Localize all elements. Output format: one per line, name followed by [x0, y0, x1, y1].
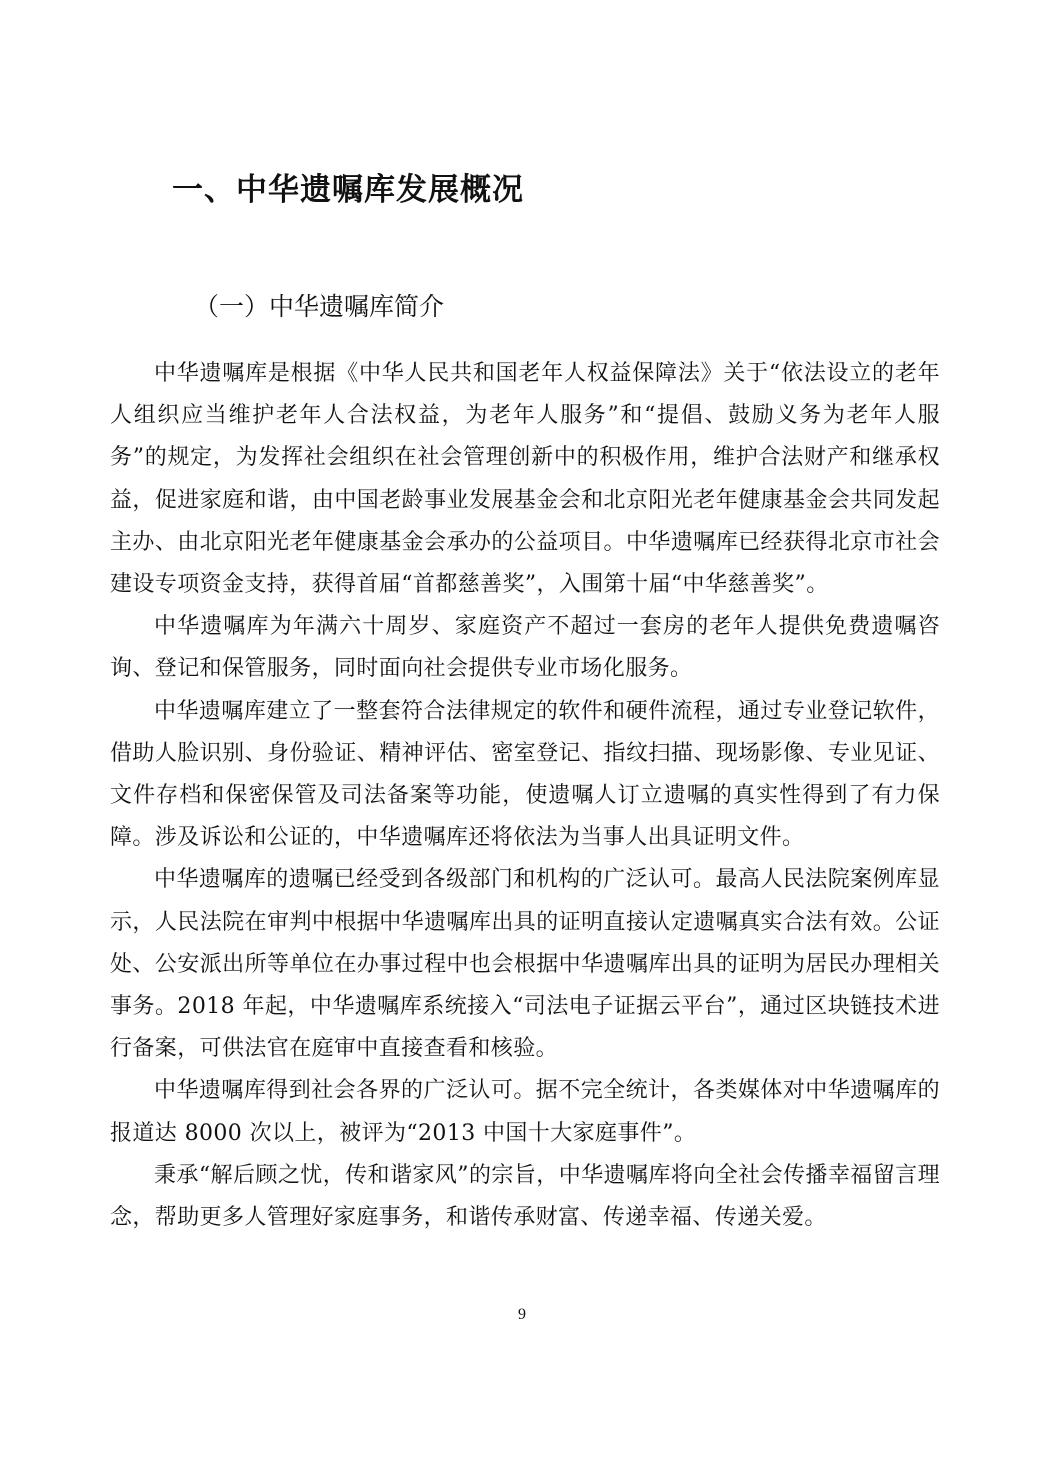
page-number: 9 [518, 1306, 526, 1323]
section-title: （一）中华遗嘱库简介 [194, 292, 445, 321]
paragraph-registration-process: 中华遗嘱库建立了一整套符合法律规定的软件和硬件流程，通过专业登记软件，借助人脸识别、身份验证、精神评估、密室登记、指纹扫描、现场影像、专业见证、文件存档和保密保管及司法备案等功能，使遗嘱人订立遗嘱的真实性得到了有力保障。涉及诉讼和公证的，中华遗嘱库还将依法为当事人出具证明文件。 [110, 698, 940, 851]
paragraph-introduction: 中华遗嘱库是根据《中华人民共和国老年人权益保障法》关于“依法设立的老年人组织应当维护老年人合法权益，为老年人服务”和“提倡、鼓励义务为老年人服务”的规定，为发挥社会组织在社会管理创新中的积极作用，维护合法财产和继承权益，促进家庭和谐，由中国老龄事业发展基金会和北京阳光老年健康基金会共同发起主办、由北京阳光老年健康基金会承办的公益项目。中华遗嘱库已经获得北京市社会建设专项资金支持，获得首届“首都慈善奖”，入围第十届“中华慈善奖”。 [110, 361, 940, 598]
body-text [110, 353, 940, 1239]
paragraph-mission: 秉承“解后顾之忧，传和谐家风”的宗旨，中华遗嘱库将向全社会传播幸福留言理念，帮助更多人管理好家庭事务，和谐传承财富、传递幸福、传递关爱。 [110, 1162, 940, 1231]
paragraph-legal-recognition: 中华遗嘱库的遗嘱已经受到各级部门和机构的广泛认可。最高人民法院案例库显示，人民法院在审判中根据中华遗嘱库出具的证明直接认定遗嘱真实合法有效。公证处、公安派出所等单位在办事过程中也会根据中华遗嘱库出具的证明为居民办理相关事务。2018 年起，中华遗嘱库系统接入“司法电子证据云平台”，通过区块链技术进行备案，可供法官在庭审中直接查看和核验。 [110, 867, 940, 1062]
paragraph-free-services: 中华遗嘱库为年满六十周岁、家庭资产不超过一套房的老年人提供免费遗嘱咨询、登记和保管服务，同时面向社会提供专业市场化服务。 [110, 614, 940, 682]
paragraph-media-coverage: 中华遗嘱库得到社会各界的广泛认可。据不完全统计，各类媒体对中华遗嘱库的报道达 8000 次以上，被评为“2013 中国十大家庭事件”。 [110, 1078, 940, 1146]
chapter-title: 一、中华遗嘱库发展概况 [172, 172, 524, 208]
